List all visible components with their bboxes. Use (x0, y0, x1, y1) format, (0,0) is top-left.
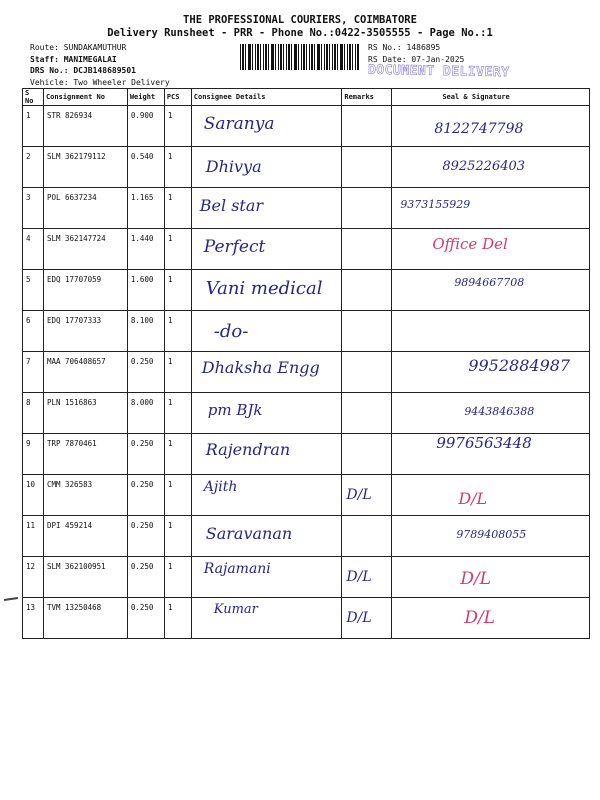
consignee-details (191, 393, 342, 434)
document-delivery-stamp: DOCUMENT DELIVERY (367, 62, 510, 81)
row-pcs: 1 (164, 106, 191, 147)
row-pcs: 1 (164, 598, 191, 639)
barcode-bar (301, 44, 302, 70)
barcode-bar (324, 44, 325, 70)
row-weight: 0.250 (127, 516, 164, 557)
row-sno: 1 (23, 106, 44, 147)
barcode-bar (275, 44, 276, 70)
barcode-bar (271, 44, 274, 70)
barcode-bar (314, 44, 315, 70)
consignment-number: STR 826934 (43, 106, 127, 147)
consignment-number: MAA 706408657 (43, 352, 127, 393)
row-remarks (342, 352, 392, 393)
row-weight: 0.250 (127, 352, 164, 393)
route-label: Route: SUNDAKAMUTHUR (30, 43, 127, 52)
barcode-bar (344, 44, 345, 70)
col-header-weight: Weight (127, 89, 164, 106)
consignee-details (191, 188, 342, 229)
barcode-bar (248, 44, 251, 70)
consignee-details-handwriting: Rajendran (205, 440, 291, 459)
seal-signature (392, 188, 590, 229)
row-pcs: 1 (164, 475, 191, 516)
table-row (23, 598, 590, 639)
barcode-bar (268, 44, 269, 70)
row-weight: 0.540 (127, 147, 164, 188)
seal-signature (392, 557, 590, 598)
row-pcs: 1 (164, 516, 191, 557)
row-sno: 8 (23, 393, 44, 434)
consignment-number: TRP 7870461 (43, 434, 127, 475)
col-header-sno: S No (23, 89, 44, 106)
row-remarks (342, 188, 392, 229)
table-row (23, 147, 590, 188)
consignee-details (191, 598, 342, 639)
row-pcs: 1 (164, 352, 191, 393)
row-pcs: 1 (164, 270, 191, 311)
document-title: THE PROFESSIONAL COURIERS, COIMBATORE (183, 14, 417, 26)
barcode-bar (257, 44, 259, 70)
rs-number: RS No.: 1486895 (368, 43, 441, 52)
barcode-bar (263, 44, 264, 70)
row-pcs: 1 (164, 393, 191, 434)
table-row (23, 393, 590, 434)
document-subtitle: Delivery Runsheet - PRR - Phone No.:0422-3505555 - Page No.:1 (107, 27, 493, 39)
barcode-bar (357, 44, 359, 70)
table-row (23, 475, 590, 516)
row-sno: 13 (23, 598, 44, 639)
row-weight: 0.250 (127, 475, 164, 516)
consignee-details (191, 106, 342, 147)
barcode-bar (291, 44, 292, 70)
barcode-bar (255, 44, 256, 70)
consignee-details-handwriting: Rajamani (203, 561, 271, 577)
row-weight: 1.165 (127, 188, 164, 229)
seal-signature-handwriting: 8122747798 (434, 121, 524, 137)
table-header-row (23, 89, 590, 106)
consignee-details (191, 557, 342, 598)
seal-signature (392, 598, 590, 639)
barcode-bar (278, 44, 279, 70)
barcode-bar (352, 44, 353, 70)
consignee-details (191, 516, 342, 557)
row-weight: 8.100 (127, 311, 164, 352)
barcode-bar (355, 44, 356, 70)
seal-signature (392, 229, 590, 270)
row-pcs: 1 (164, 434, 191, 475)
consignment-number: DPI 459214 (43, 516, 127, 557)
consignee-details-handwriting: Bel star (199, 196, 264, 215)
barcode-bar (317, 44, 320, 70)
consignment-number: TVM 13250468 (43, 598, 127, 639)
table-row (23, 311, 590, 352)
seal-signature-handwriting: 9443846388 (464, 405, 535, 418)
row-sno: 7 (23, 352, 44, 393)
consignment-number: SLM 362147724 (43, 229, 127, 270)
col-header-pcs: PCS (164, 89, 191, 106)
seal-signature-handwriting: 8925226403 (442, 159, 526, 174)
row-weight: 0.250 (127, 598, 164, 639)
seal-signature-handwriting: D/L (460, 569, 491, 589)
barcode-bar (309, 44, 310, 70)
barcode-bar (311, 44, 313, 70)
row-sno: 10 (23, 475, 44, 516)
row-remarks (342, 475, 392, 516)
table-row (23, 106, 590, 147)
seal-signature-handwriting: 9373155929 (400, 198, 471, 211)
row-pcs: 1 (164, 557, 191, 598)
barcode-bar (329, 44, 330, 70)
row-remarks-handwriting: D/L (346, 610, 372, 626)
row-remarks (342, 311, 392, 352)
consignee-details-handwriting: Saranya (203, 114, 275, 134)
col-header-consignment: Consignment No (43, 89, 127, 106)
runsheet-meta-left (30, 42, 170, 88)
consignee-details (191, 434, 342, 475)
runsheet-table (22, 88, 590, 639)
col-header-signature: Seal & Signature (392, 89, 590, 106)
seal-signature-handwriting: D/L (458, 489, 488, 508)
edge-mark (4, 597, 18, 601)
rs-date: RS Date: 07-Jan-2025 (368, 55, 465, 64)
barcode-bar (265, 44, 267, 70)
table-row (23, 229, 590, 270)
consignee-details (191, 475, 342, 516)
barcode-bar (347, 44, 348, 70)
row-remarks (342, 393, 392, 434)
consignee-details-handwriting: Perfect (203, 237, 266, 257)
row-remarks (342, 106, 392, 147)
consignee-details (191, 270, 342, 311)
seal-signature (392, 106, 590, 147)
barcode-bar (340, 44, 343, 70)
row-weight: 1.440 (127, 229, 164, 270)
row-sno: 11 (23, 516, 44, 557)
row-sno: 9 (23, 434, 44, 475)
consignment-number: EDQ 17707333 (43, 311, 127, 352)
consignee-details-handwriting: Dhaksha Engg (201, 358, 320, 377)
row-remarks (342, 434, 392, 475)
col-header-consignee: Consignee Details (191, 89, 342, 106)
seal-signature-handwriting: 9952884987 (468, 356, 571, 375)
row-pcs: 1 (164, 147, 191, 188)
barcode-bar (252, 44, 253, 70)
consignee-details (191, 352, 342, 393)
seal-signature (392, 475, 590, 516)
consignee-details (191, 229, 342, 270)
consignment-number: SLM 362100951 (43, 557, 127, 598)
row-pcs: 1 (164, 188, 191, 229)
row-weight: 0.900 (127, 106, 164, 147)
table-row (23, 188, 590, 229)
row-remarks (342, 147, 392, 188)
row-remarks-handwriting: D/L (346, 569, 372, 585)
consignee-details-handwriting: -do- (213, 321, 249, 342)
barcode-bar (303, 44, 305, 70)
row-pcs: 1 (164, 229, 191, 270)
barcode-bar (280, 44, 282, 70)
consignee-details (191, 311, 342, 352)
consignment-number: CMM 326583 (43, 475, 127, 516)
seal-signature (392, 311, 590, 352)
consignee-details-handwriting: Vani medical (205, 278, 323, 299)
barcode-bar (240, 44, 241, 70)
table-row (23, 270, 590, 311)
consignment-number: PLN 1516863 (43, 393, 127, 434)
barcode-bar (245, 44, 246, 70)
seal-signature-handwriting: 9894667708 (454, 276, 525, 289)
col-header-remarks: Remarks (342, 89, 392, 106)
row-remarks (342, 557, 392, 598)
barcode-bar (326, 44, 328, 70)
consignment-number: POL 6637234 (43, 188, 127, 229)
barcode-bar (332, 44, 333, 70)
row-sno: 3 (23, 188, 44, 229)
consignee-details-handwriting: Saravanan (205, 524, 293, 543)
barcode-bar (321, 44, 322, 70)
row-sno: 12 (23, 557, 44, 598)
consignment-number: EDQ 17707059 (43, 270, 127, 311)
consignment-number: SLM 362179112 (43, 147, 127, 188)
row-pcs: 1 (164, 311, 191, 352)
barcode-bar (294, 44, 297, 70)
seal-signature (392, 147, 590, 188)
seal-signature (392, 270, 590, 311)
barcode-bar (283, 44, 284, 70)
row-remarks (342, 270, 392, 311)
seal-signature (392, 516, 590, 557)
consignee-details-handwriting: Ajith (203, 479, 238, 495)
table-row (23, 516, 590, 557)
consignee-details-handwriting: pm BJk (207, 401, 263, 419)
barcode-bar (298, 44, 299, 70)
barcode-bar (242, 44, 244, 70)
table-row (23, 352, 590, 393)
consignee-details-handwriting: Kumar (213, 602, 258, 617)
row-sno: 2 (23, 147, 44, 188)
consignee-details-handwriting: Dhivya (205, 157, 262, 176)
barcode-bar (260, 44, 261, 70)
vehicle-label: Vehicle: Two Wheeler Delivery (30, 77, 170, 87)
barcode-bar (349, 44, 351, 70)
row-remarks (342, 229, 392, 270)
drs-number: DRS No.: DCJB148689501 (30, 66, 136, 75)
row-weight: 1.600 (127, 270, 164, 311)
row-weight: 0.250 (127, 557, 164, 598)
barcode-bar (306, 44, 307, 70)
barcode-bar (288, 44, 290, 70)
row-sno: 5 (23, 270, 44, 311)
table-row (23, 434, 590, 475)
barcode (240, 44, 360, 70)
row-remarks-handwriting: D/L (346, 487, 372, 503)
seal-signature-handwriting: D/L (464, 608, 495, 628)
row-weight: 8.000 (127, 393, 164, 434)
barcode-bar (337, 44, 338, 70)
barcode-bar (286, 44, 287, 70)
seal-signature (392, 393, 590, 434)
seal-signature-handwriting: 9789408055 (456, 528, 527, 541)
row-remarks (342, 516, 392, 557)
table-row (23, 557, 590, 598)
seal-signature-handwriting: Office Del (432, 235, 508, 253)
row-weight: 0.250 (127, 434, 164, 475)
barcode-bar (334, 44, 336, 70)
consignee-details (191, 147, 342, 188)
seal-signature-handwriting: 9976563448 (436, 434, 532, 452)
row-sno: 6 (23, 311, 44, 352)
seal-signature (392, 352, 590, 393)
row-remarks (342, 598, 392, 639)
staff-label: Staff: MANIMEGALAI (30, 54, 117, 64)
seal-signature (392, 434, 590, 475)
row-sno: 4 (23, 229, 44, 270)
